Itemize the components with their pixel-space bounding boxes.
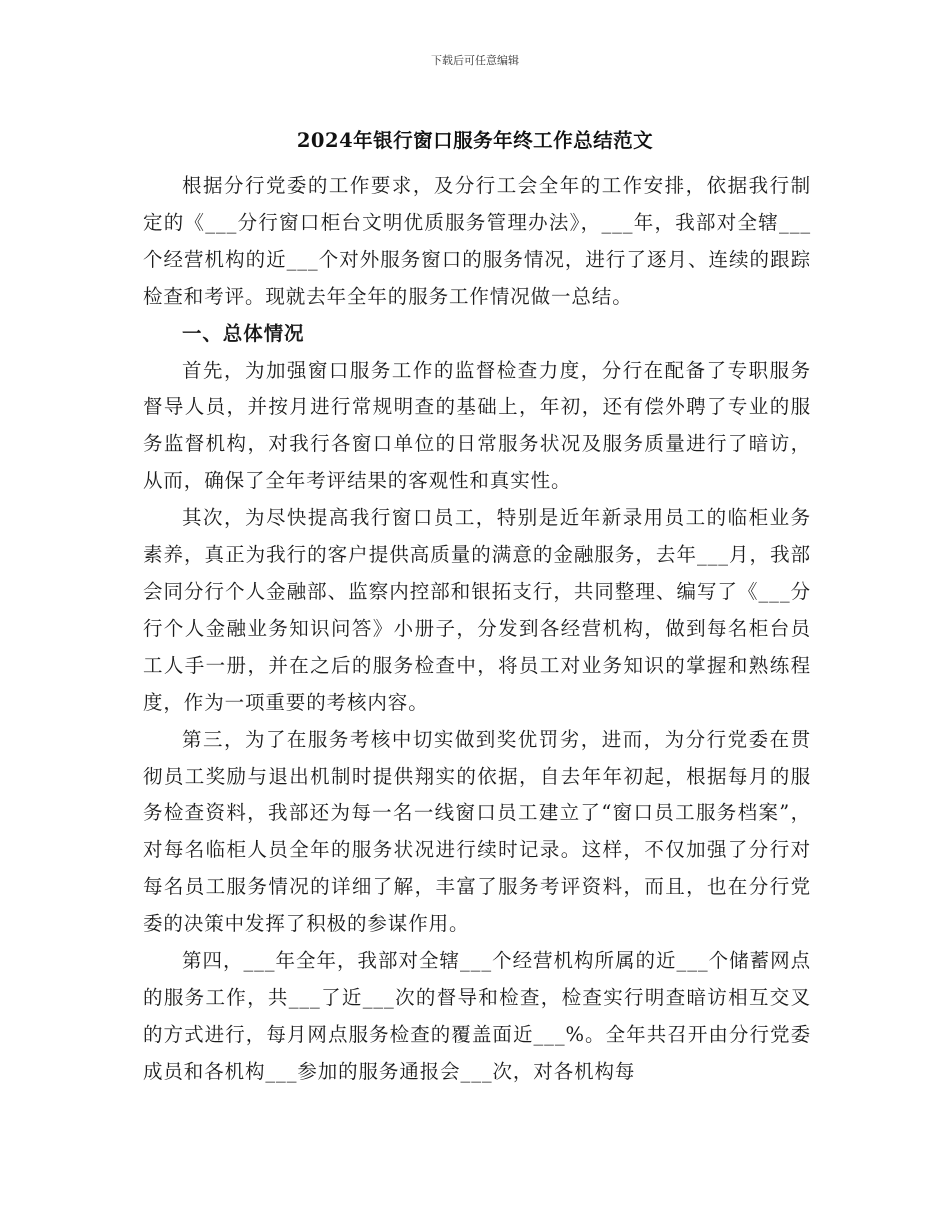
document-title: 2024年银行窗口服务年终工作总结范文 bbox=[296, 129, 654, 152]
document-body bbox=[143, 168, 811, 1091]
paragraph-intro: 根据分行党委的工作要求，及分行工会全年的工作安排，依据我行制定的《___分行窗口柜台文明优质服务管理办法》，___年，我部对全辖___个经营机构的近___个对外服务窗口的服务情况，进行了逐月、连续的跟踪检查和考评。现就去年全年的服务工作情况做一总结。 bbox=[143, 174, 811, 308]
header-note: 下载后可任意编辑 bbox=[431, 54, 519, 67]
paragraph-third: 第三，为了在服务考核中切实做到奖优罚劣，进而，为分行党委在贯彻员工奖励与退出机制时提供翔实的依据，自去年年初起，根据每月的服务检查资料，我部还为每一名一线窗口员工建立了“窗口员工服务档案”，对每名临柜人员全年的服务状况进行续时记录。这样，不仅加强了分行对每名员工服务情况的详细了解，丰富了服务考评资料，而且，也在分行党委的决策中发挥了积极的参谋作用。 bbox=[143, 727, 811, 936]
paragraph-first: 首先，为加强窗口服务工作的监督检查力度，分行在配备了专职服务督导人员，并按月进行常规明查的基础上，年初，还有偿外聘了专业的服务监督机构，对我行各窗口单位的日常服务状况及服务质量进行了暗访，从而，确保了全年考评结果的客观性和真实性。 bbox=[143, 358, 811, 493]
paragraph-second: 其次，为尽快提高我行窗口员工，特别是近年新录用员工的临柜业务素养，真正为我行的客户提供高质量的满意的金融服务，去年___月，我部会同分行个人金融部、监察内控部和银拓支行，共同整理、编写了《___分行个人金融业务知识问答》小册子，分发到各经营机构，做到每名柜台员工人手一册，并在之后的服务检查中，将员工对业务知识的掌握和熟练程度，作为一项重要的考核内容。 bbox=[143, 506, 811, 714]
paragraph-fourth: 第四，___年全年，我部对全辖___个经营机构所属的近___个储蓄网点的服务工作，共___了近___次的督导和检查，检查实行明查暗访相互交叉的方式进行，每月网点服务检查的覆盖面近___%。全年共召开由分行党委成员和各机构___参加的服务通报会___次，对各机构每 bbox=[143, 949, 811, 1083]
section-heading: 一、总体情况 bbox=[182, 321, 305, 345]
